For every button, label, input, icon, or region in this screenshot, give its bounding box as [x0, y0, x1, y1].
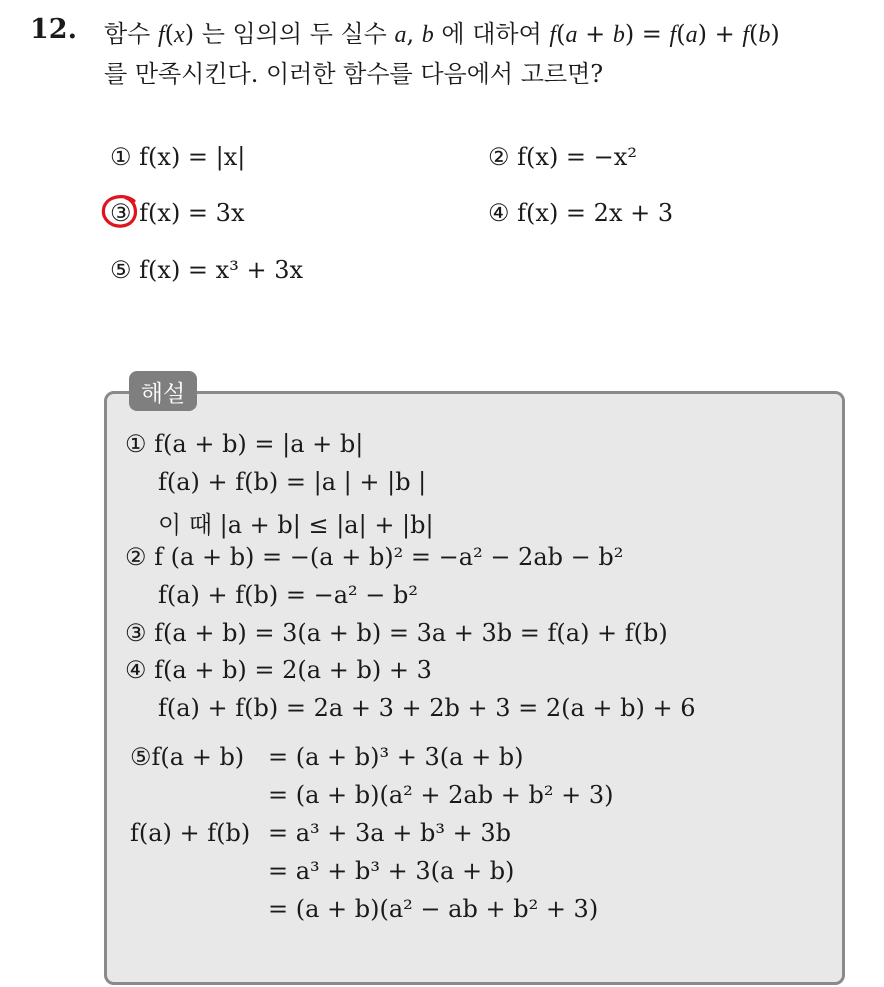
- solution-line: ① f(a + b) = |a + b|: [125, 430, 364, 458]
- question-text-line-1: 함수 f(x) 는 임의의 두 실수 a, b 에 대하여 f(a + b) = f(a) + f(b): [104, 20, 780, 48]
- choice-marker: ④: [488, 199, 510, 227]
- solution-line: = a³ + 3a + b³ + 3b: [268, 819, 511, 847]
- solution-line: = (a + b)(a² + 2ab + b² + 3): [268, 781, 614, 809]
- solution-line: f(a) + f(b) = −a² − b²: [158, 581, 419, 609]
- choice-2[interactable]: [488, 143, 637, 171]
- choice-5[interactable]: [110, 256, 303, 284]
- solution-line: ④ f(a + b) = 2(a + b) + 3: [125, 656, 432, 684]
- question-number: 12.: [30, 14, 77, 45]
- solution-line: ③ f(a + b) = 3(a + b) = 3a + 3b = f(a) + f(b): [125, 619, 668, 647]
- question-text-line-2: 를 만족시킨다. 이러한 함수를 다음에서 고르면?: [104, 60, 604, 88]
- solution-tab: 해설: [129, 371, 197, 411]
- choice-marker: ①: [110, 143, 132, 171]
- solution-line: = a³ + b³ + 3(a + b): [268, 857, 515, 885]
- choice-marker: ②: [488, 143, 510, 171]
- solution-line: f(a) + f(b): [130, 819, 251, 847]
- choice-text: f(x) = 2x + 3: [517, 199, 674, 227]
- choice-text: f(x) = x³ + 3x: [139, 256, 303, 284]
- choice-text: f(x) = 3x: [139, 199, 245, 227]
- choice-text: f(x) = |x|: [139, 143, 246, 171]
- choice-marker: ⑤: [110, 256, 132, 284]
- solution-line: f(a) + f(b) = 2a + 3 + 2b + 3 = 2(a + b) + 6: [158, 694, 696, 722]
- choice-4[interactable]: [488, 199, 673, 227]
- solution-line: f(a) + f(b) = |a | + |b |: [158, 468, 427, 496]
- choice-text: f(x) = −x²: [517, 143, 637, 171]
- solution-line: = (a + b)(a² − ab + b² + 3): [268, 895, 599, 923]
- solution-line: 이 때 |a + b| ≤ |a| + |b|: [158, 511, 434, 539]
- answer-circle-mark: [100, 193, 140, 231]
- solution-line: = (a + b)³ + 3(a + b): [268, 743, 524, 771]
- solution-line: ⑤f(a + b): [130, 743, 245, 771]
- choice-1[interactable]: [110, 143, 245, 171]
- choice-marker: ③: [110, 199, 132, 227]
- solution-line: ② f (a + b) = −(a + b)² = −a² − 2ab − b²: [125, 543, 624, 571]
